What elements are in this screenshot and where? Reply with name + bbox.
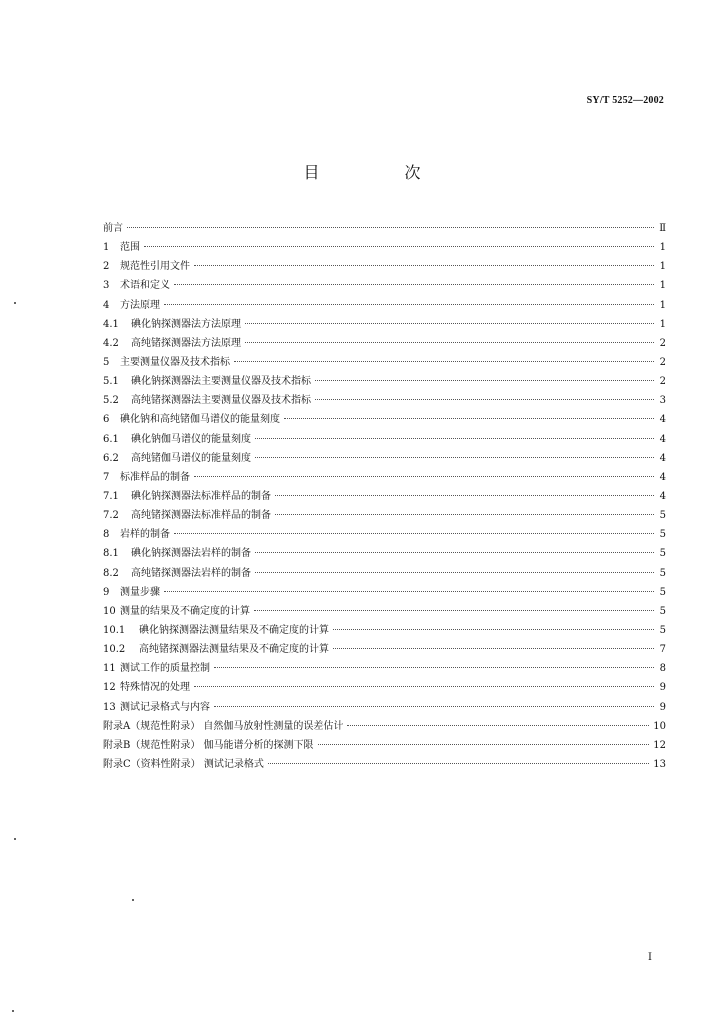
- toc-leader-dots: [174, 284, 654, 285]
- toc-entry-number: 3: [103, 280, 110, 292]
- toc-entry-page: 3: [659, 395, 666, 407]
- toc-entry-number: 4: [103, 299, 110, 311]
- toc-entry[interactable]: [103, 276, 666, 295]
- toc-entry-label: 范围: [120, 242, 140, 254]
- toc-entry-number: 5: [103, 356, 110, 368]
- toc-entry-label: 碘化钠伽马谱仪的能量刻度: [131, 433, 251, 445]
- toc-entry[interactable]: [103, 315, 666, 334]
- table-of-contents: [103, 219, 666, 774]
- toc-leader-dots: [333, 648, 654, 649]
- toc-entry-label: 附录A（规范性附录） 自然伽马放射性测量的误差估计: [103, 720, 344, 732]
- toc-leader-dots: [194, 686, 654, 687]
- toc-entry[interactable]: [103, 602, 666, 621]
- toc-entry-number: 13: [103, 701, 116, 713]
- toc-entry[interactable]: [103, 698, 666, 717]
- toc-entry-number: 10.2: [103, 644, 126, 656]
- toc-leader-dots: [234, 361, 654, 362]
- toc-entry-page: 8: [659, 663, 666, 675]
- toc-entry[interactable]: [103, 487, 666, 506]
- toc-entry-page: 5: [659, 548, 666, 560]
- toc-leader-dots: [214, 667, 654, 668]
- toc-entry-page: 1: [659, 280, 666, 292]
- toc-entry-label: 测试记录格式与内容: [120, 701, 210, 713]
- toc-leader-dots: [245, 342, 654, 343]
- toc-entry[interactable]: [103, 659, 666, 678]
- toc-entry-page: 13: [653, 758, 666, 770]
- toc-entry-page: 5: [659, 567, 666, 579]
- toc-entry[interactable]: [103, 736, 666, 755]
- toc-entry-page: 9: [659, 682, 666, 694]
- toc-entry[interactable]: [103, 353, 666, 372]
- toc-leader-dots: [164, 304, 654, 305]
- toc-entry-label: 标准样品的制备: [120, 471, 190, 483]
- toc-leader-dots: [144, 246, 654, 247]
- toc-entry-label: 前言: [103, 223, 123, 234]
- toc-entry-label: 测试工作的质量控制: [120, 663, 210, 675]
- toc-leader-dots: [318, 744, 650, 745]
- toc-entry[interactable]: [103, 391, 666, 410]
- toc-leader-dots: [127, 227, 654, 228]
- scan-speck: [12, 1010, 14, 1012]
- toc-entry-label: 高纯锗探测器法方法原理: [131, 337, 241, 349]
- toc-entry-page: 1: [659, 242, 666, 254]
- toc-leader-dots: [284, 418, 654, 419]
- toc-leader-dots: [315, 380, 654, 381]
- toc-leader-dots: [254, 610, 654, 611]
- toc-entry-label: 附录C（资料性附录） 测试记录格式: [103, 758, 264, 770]
- toc-entry[interactable]: [103, 238, 666, 257]
- toc-entry-label: 附录B（规范性附录） 伽马能谱分析的探测下限: [103, 739, 314, 751]
- toc-entry-page: 9: [659, 701, 666, 713]
- toc-entry-label: 岩样的制备: [120, 529, 170, 541]
- toc-leader-dots: [194, 476, 654, 477]
- toc-leader-dots: [194, 265, 654, 266]
- toc-entry-label: 高纯锗探测器法标准样品的制备: [131, 510, 271, 522]
- toc-entry-number: 2: [103, 261, 110, 273]
- toc-entry[interactable]: [103, 583, 666, 602]
- toc-entry-page: 2: [659, 356, 666, 368]
- toc-entry-label: 高纯锗探测器法主要测量仪器及技术指标: [131, 395, 311, 407]
- toc-entry-number: 8: [103, 529, 110, 541]
- toc-entry[interactable]: [103, 717, 666, 736]
- toc-entry-number: 4.1: [103, 318, 119, 330]
- toc-entry-number: 5.1: [103, 376, 119, 388]
- toc-entry[interactable]: [103, 449, 666, 468]
- toc-entry-number: 7.1: [103, 490, 119, 502]
- toc-entry-page: 2: [659, 337, 666, 349]
- toc-entry-number: 7: [103, 471, 110, 483]
- toc-entry-label: 主要测量仪器及技术指标: [120, 356, 230, 368]
- toc-entry[interactable]: [103, 640, 666, 659]
- toc-entry-page: 5: [659, 510, 666, 522]
- toc-leader-dots: [214, 706, 654, 707]
- toc-entry[interactable]: [103, 334, 666, 353]
- toc-entry-label: 碘化钠探测器法方法原理: [131, 318, 241, 330]
- toc-entry-page: 5: [659, 529, 666, 541]
- toc-entry[interactable]: [103, 755, 666, 774]
- toc-entry[interactable]: [103, 372, 666, 391]
- scan-speck: [14, 838, 16, 840]
- toc-entry[interactable]: [103, 410, 666, 429]
- toc-entry-label: 特殊情况的处理: [120, 682, 190, 694]
- toc-entry-page: 7: [659, 644, 666, 656]
- toc-entry-number: 12: [103, 682, 116, 694]
- toc-entry-page: Ⅱ: [659, 223, 666, 234]
- toc-leader-dots: [255, 457, 654, 458]
- toc-entry-label: 测量步骤: [120, 586, 160, 598]
- toc-entry[interactable]: [103, 257, 666, 276]
- toc-entry-page: 1: [659, 299, 666, 311]
- scan-speck: [14, 302, 16, 304]
- toc-leader-dots: [255, 552, 654, 553]
- toc-entry-label: 测量的结果及不确定度的计算: [120, 605, 250, 617]
- toc-leader-dots: [255, 572, 654, 573]
- toc-entry-number: 7.2: [103, 510, 119, 522]
- toc-entry-number: 4.2: [103, 337, 119, 349]
- toc-entry-label: 碘化钠和高纯锗伽马谱仪的能量刻度: [120, 414, 280, 426]
- toc-entry[interactable]: [103, 219, 666, 238]
- toc-entry-label: 规范性引用文件: [120, 261, 190, 273]
- toc-entry-label: 高纯锗探测器法岩样的制备: [131, 567, 251, 579]
- toc-entry-label: 碘化钠探测器法岩样的制备: [131, 548, 251, 560]
- toc-leader-dots: [268, 763, 649, 764]
- toc-leader-dots: [275, 514, 654, 515]
- toc-entry-label: 高纯锗探测器法测量结果及不确定度的计算: [139, 644, 329, 656]
- toc-entry-page: 4: [659, 414, 666, 426]
- toc-entry-page: 4: [659, 471, 666, 483]
- toc-entry-page: 5: [659, 605, 666, 617]
- toc-entry[interactable]: [103, 621, 666, 640]
- toc-entry[interactable]: [103, 678, 666, 697]
- toc-entry-page: 4: [659, 452, 666, 464]
- toc-entry-number: 5.2: [103, 395, 119, 407]
- toc-entry-page: 4: [659, 433, 666, 445]
- toc-entry[interactable]: [103, 506, 666, 525]
- toc-entry-label: 术语和定义: [120, 280, 170, 292]
- toc-entry-number: 8.2: [103, 567, 119, 579]
- toc-entry[interactable]: [103, 544, 666, 563]
- toc-entry-number: 11: [103, 663, 116, 675]
- toc-entry[interactable]: [103, 525, 666, 544]
- toc-entry-number: 10.1: [103, 624, 126, 636]
- standard-code: SY/T 5252—2002: [586, 95, 664, 106]
- toc-entry-page: 5: [659, 624, 666, 636]
- toc-entry[interactable]: [103, 468, 666, 487]
- toc-entry-number: 10: [103, 605, 116, 617]
- toc-entry-number: 1: [103, 242, 110, 254]
- toc-entry-page: 2: [659, 376, 666, 388]
- toc-entry-page: 10: [653, 720, 666, 732]
- toc-entry-page: 12: [653, 739, 666, 751]
- toc-leader-dots: [347, 725, 649, 726]
- toc-entry-page: 5: [659, 586, 666, 598]
- toc-entry-label: 方法原理: [120, 299, 160, 311]
- toc-entry[interactable]: [103, 430, 666, 449]
- toc-leader-dots: [275, 495, 654, 496]
- toc-entry-label: 高纯锗伽马谱仪的能量刻度: [131, 452, 251, 464]
- toc-entry-page: 1: [659, 318, 666, 330]
- toc-entry-number: 9: [103, 586, 110, 598]
- toc-leader-dots: [315, 399, 654, 400]
- toc-entry-number: 6.1: [103, 433, 119, 445]
- toc-leader-dots: [174, 533, 654, 534]
- toc-entry[interactable]: [103, 296, 666, 315]
- toc-leader-dots: [255, 438, 654, 439]
- page-number: I: [648, 952, 652, 963]
- toc-entry-number: 6.2: [103, 452, 119, 464]
- toc-entry-number: 8.1: [103, 548, 119, 560]
- scan-speck: [132, 899, 134, 901]
- toc-entry-label: 碘化钠探测器法主要测量仪器及技术指标: [131, 376, 311, 388]
- toc-entry-label: 碘化钠探测器法测量结果及不确定度的计算: [139, 624, 329, 636]
- toc-leader-dots: [245, 323, 654, 324]
- page-title: 目 次: [303, 163, 461, 182]
- toc-leader-dots: [333, 629, 654, 630]
- toc-leader-dots: [164, 591, 654, 592]
- toc-entry[interactable]: [103, 564, 666, 583]
- toc-entry-label: 碘化钠探测器法标准样品的制备: [131, 490, 271, 502]
- toc-entry-number: 6: [103, 414, 110, 426]
- toc-entry-page: 1: [659, 261, 666, 273]
- toc-entry-page: 4: [659, 490, 666, 502]
